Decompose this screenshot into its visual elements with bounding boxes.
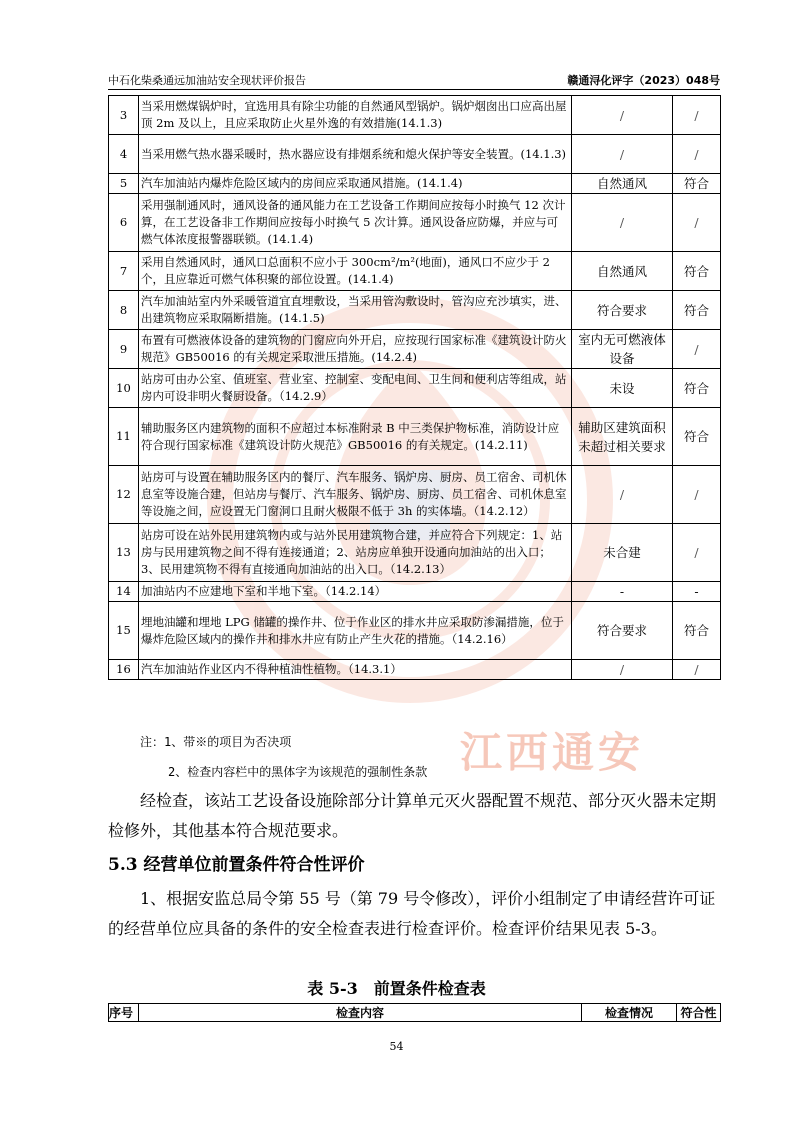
row-number: 15 [109,602,139,660]
row-conformity: 符合 [673,602,721,660]
row-conformity: 符合 [673,291,721,330]
row-number: 4 [109,135,139,174]
row-result: / [572,466,673,524]
row-result: 室内无可燃液体设备 [572,330,673,369]
table-row [109,602,721,660]
row-conformity: / [673,135,721,174]
row-number: 11 [109,408,139,466]
check-table [108,95,721,680]
document-number: 赣通浔化评字（2023）048号 [567,74,720,87]
row-result: 符合要求 [572,291,673,330]
row-result: 未合建 [572,524,673,582]
row-content: 站房可由办公室、值班室、营业室、控制室、变配电间、卫生间和便利店等组成，站房内可设非明火餐厨设备。（14.2.9） [139,369,572,408]
table-row [109,252,721,291]
row-number: 12 [109,466,139,524]
row-result: / [572,194,673,252]
row-number: 14 [109,582,139,602]
header-cell-content: 检查内容 [139,1004,582,1022]
table-row [109,582,721,602]
header-divider [108,89,720,90]
intro-paragraph: 1、根据安监总局令第 55 号（第 79 号令修改），评价小组制定了申请经营许可证的经营单位应具备的条件的安全检查表进行检查评价。检查评价结果见表 5-3。 [108,889,716,938]
row-conformity: 符合 [673,408,721,466]
row-conformity: 符合 [673,174,721,194]
row-result: 辅助区建筑面积未超过相关要求 [572,408,673,466]
watermark-text: 江西通安 [460,728,645,777]
row-content: 汽车加油站内爆炸危险区域内的房间应采取通风措施。(14.1.4) [139,174,572,194]
table-row [109,96,721,135]
row-conformity: 符合 [673,369,721,408]
row-result: / [572,96,673,135]
row-content: 汽车加油站室内外采暖管道宜直埋敷设，当采用管沟敷设时，管沟应充沙填实，进、出建筑物应采取隔断措施。(14.1.5) [139,291,572,330]
table-row [109,660,721,680]
row-result: - [572,582,673,602]
section-heading: 5.3 经营单位前置条件符合性评价 [108,855,365,875]
table-row [109,369,721,408]
table-row [109,466,721,524]
row-conformity: / [673,466,721,524]
row-number: 3 [109,96,139,135]
row-conformity: 符合 [673,252,721,291]
row-content: 采用自然通风时，通风口总面积不应小于 300cm²/m²(地面)，通风口不应少于 2 个，且应靠近可燃气体积聚的部位设置。(14.1.4) [139,252,572,291]
row-conformity: / [673,330,721,369]
row-result: / [572,660,673,680]
header-cell-conform: 符合性 [677,1004,721,1022]
table-row [109,174,721,194]
row-number: 5 [109,174,139,194]
table-row [109,135,721,174]
row-number: 8 [109,291,139,330]
table-row [109,524,721,582]
row-conformity: / [673,660,721,680]
row-content: 采用强制通风时，通风设备的通风能力在工艺设备工作期间应按每小时换气 12 次计算，在工艺设备非工作期间应按每小时换气 5 次计算。通风设备应防爆，并应与可燃气体浓度报警器联锁。(14.1.4) [139,194,572,252]
row-conformity: - [673,582,721,602]
row-content: 辅助服务区内建筑物的面积不应超过本标准附录 B 中三类保护物标准，消防设计应符合现行国家标准《建筑设计防火规范》GB50016 的有关规定。(14.2.11) [139,408,572,466]
row-conformity: / [673,194,721,252]
table-row [109,330,721,369]
note-2: 2、检查内容栏中的黑体字为该规范的强制性条款 [168,765,428,779]
row-result: / [572,135,673,174]
row-number: 10 [109,369,139,408]
row-content: 布置有可燃液体设备的建筑物的门窗应向外开启，应按现行国家标准《建筑设计防火规范》GB50016 的有关规定采取泄压措施。(14.2.4) [139,330,572,369]
row-result: 符合要求 [572,602,673,660]
row-result: 自然通风 [572,174,673,194]
conclusion-paragraph: 经检查，该站工艺设备设施除部分计算单元灭火器配置不规范、部分灭火器未定期检修外，其他基本符合规范要求。 [108,791,717,840]
row-number: 6 [109,194,139,252]
page-header [108,72,720,88]
table-row [109,408,721,466]
row-content: 站房可与设置在辅助服务区内的餐厅、汽车服务、锅炉房、厨房、员工宿舍、司机休息室等设施合建，但站房与餐厅、汽车服务、锅炉房、厨房、员工宿舍、司机休息室等设施之间，应设置无门窗洞口且耐火极限不低于 3h 的实体墙。（14.2.12） [139,466,572,524]
row-content: 站房可设在站外民用建筑物内或与站外民用建筑物合建，并应符合下列规定：1、站房与民用建筑物之间不得有连接通道；2、站房应单独开设通向加油站的出入口；3、民用建筑物不得有直接通向加油站的出入口。（14.2.13） [139,524,572,582]
report-title: 中石化柴桑通远加油站安全现状评价报告 [108,74,306,87]
row-number: 16 [109,660,139,680]
page-number: 54 [389,1040,404,1053]
row-content: 汽车加油站作业区内不得种植油性植物。（14.3.1） [139,660,572,680]
table-caption: 表 5-3 前置条件检查表 [307,979,486,998]
table-row [109,194,721,252]
header-cell-result: 检查情况 [582,1004,677,1022]
row-content: 当采用燃气热水器采暖时，热水器应设有排烟系统和熄火保护等安全装置。(14.1.3) [139,135,572,174]
row-result: 未设 [572,369,673,408]
table-notes [140,727,427,787]
header-cell-no: 序号 [109,1004,139,1022]
row-conformity: / [673,96,721,135]
note-1: 注：1、带※的项目为否决项 [140,735,292,749]
precondition-table-header [108,1003,721,1022]
row-number: 13 [109,524,139,582]
row-content: 加油站内不应建地下室和半地下室。（14.2.14） [139,582,572,602]
row-number: 7 [109,252,139,291]
row-result: 自然通风 [572,252,673,291]
row-conformity: / [673,524,721,582]
row-number: 9 [109,330,139,369]
table-row [109,291,721,330]
row-content: 当采用燃煤锅炉时，宜选用具有除尘功能的自然通风型锅炉。锅炉烟囱出口应高出屋顶 2m 及以上，且应采取防止火星外逸的有效措施(14.1.3) [139,96,572,135]
row-content: 埋地油罐和埋地 LPG 储罐的操作井、位于作业区的排水井应采取防渗漏措施，位于爆炸危险区域内的操作井和排水井应有防止产生火花的措施。（14.2.16） [139,602,572,660]
